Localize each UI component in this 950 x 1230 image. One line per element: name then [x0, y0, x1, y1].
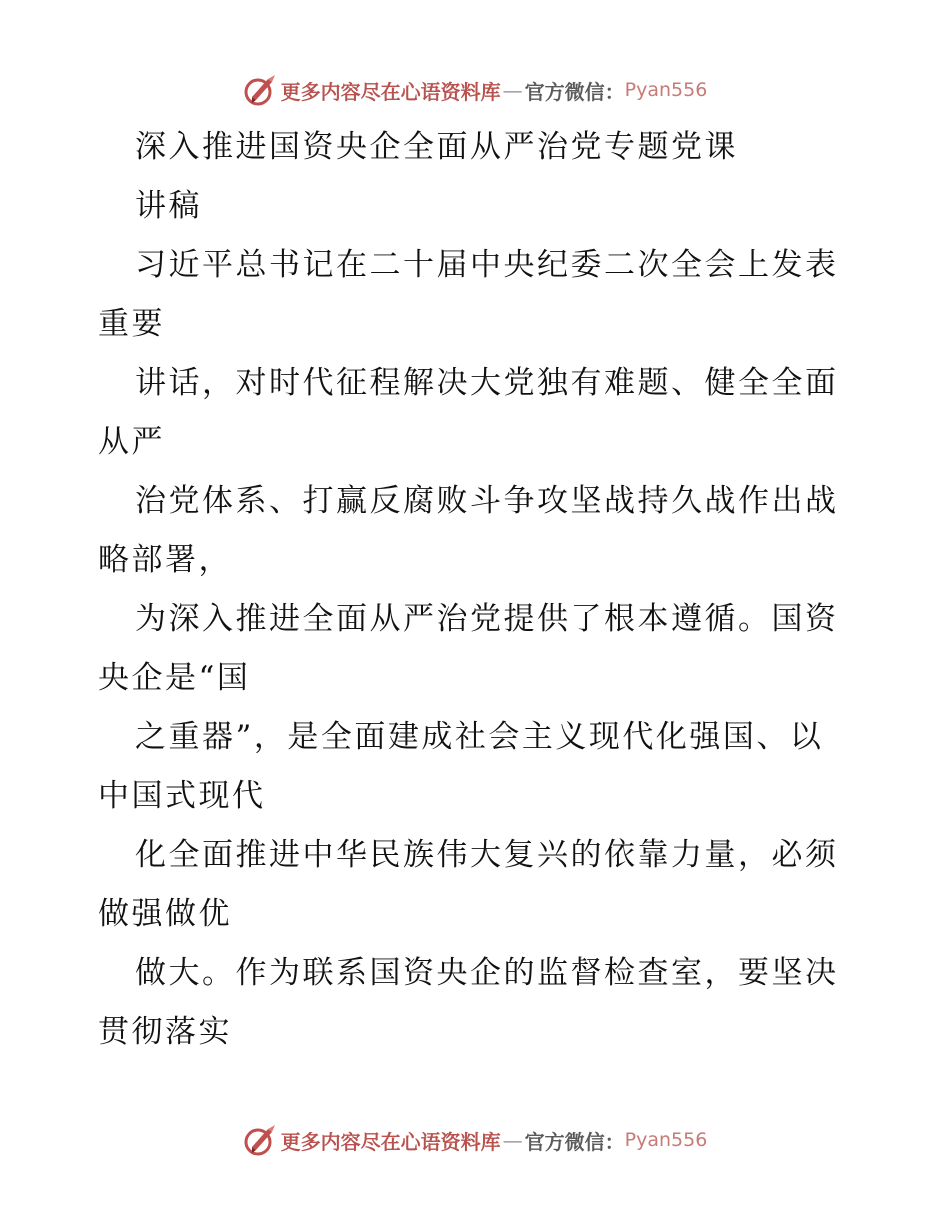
document-title-line-1: 深入推进国资央企全面从严治党专题党课	[135, 129, 738, 165]
banner-wechat-label: 官方微信：	[524, 79, 625, 104]
paragraph-line: 为深入推进全面从严治党提供了根本遵循。国资	[135, 601, 839, 637]
paragraph-line: 重要	[98, 306, 165, 342]
banner-text	[281, 1126, 708, 1155]
paragraph-line: 讲话，对时代征程解决大党独有难题、健全全面	[135, 365, 839, 401]
paragraph-line: 治党体系、打赢反腐败斗争攻坚战持久战作出战	[135, 483, 839, 519]
paragraph-line: 化全面推进中华民族伟大复兴的依靠力量，必须	[135, 837, 839, 873]
banner-dash: —	[502, 78, 523, 102]
paragraph-line: 从严	[98, 424, 165, 460]
paragraph-line: 做大。作为联系国资央企的监督检查室，要坚决	[135, 955, 839, 991]
document-body	[98, 118, 858, 1062]
document-title-line-2: 讲稿	[135, 188, 202, 224]
paragraph-line: 之重器”，是全面建成社会主义现代化强国、以	[135, 719, 824, 755]
banner-text	[281, 76, 708, 105]
banner-site-name: 更多内容尽在心语资料库	[280, 1129, 501, 1154]
paragraph-line: 中国式现代	[98, 778, 266, 814]
paragraph-line: 习近平总书记在二十届中央纪委二次全会上发表	[135, 247, 839, 283]
banner-wechat-id: Pyan556	[624, 1129, 708, 1151]
footer-banner	[0, 1120, 950, 1160]
quill-pen-logo-icon	[243, 1123, 277, 1157]
paragraph-line: 央企是“国	[98, 660, 251, 696]
banner-site-name: 更多内容尽在心语资料库	[280, 79, 501, 104]
banner-wechat-label: 官方微信：	[524, 1129, 625, 1154]
paragraph-line: 贯彻落实	[98, 1014, 232, 1050]
quill-pen-logo-icon	[243, 73, 277, 107]
banner-dash: —	[502, 1128, 523, 1152]
header-banner	[0, 70, 950, 110]
paragraph-line: 做强做优	[98, 896, 232, 932]
banner-wechat-id: Pyan556	[624, 79, 708, 101]
paragraph-line: 略部署，	[98, 542, 232, 578]
